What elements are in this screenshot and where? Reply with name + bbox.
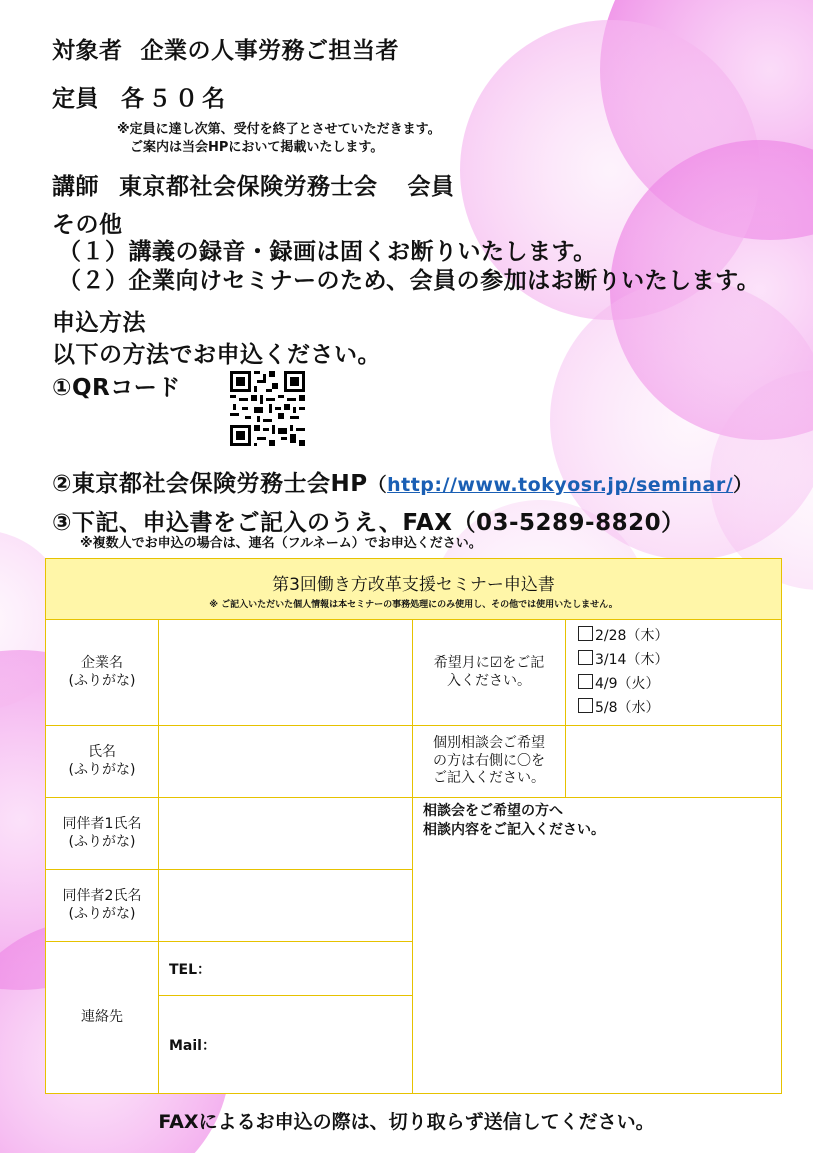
consult-label: 個別相談会ご希望 の方は右側に〇を ご記入ください。 [413,726,566,798]
application-form [45,558,782,1094]
consult-mark-field[interactable] [566,726,782,798]
name-label: 氏名 (ふりがな) [46,726,159,798]
month-option[interactable]: 4/9（火） [578,672,781,696]
month-options [566,620,782,726]
other-label: その他 [52,212,123,238]
companion2-field[interactable] [159,870,413,942]
capacity-label: 定員 [52,86,99,112]
instructor-suffix: 会員 [407,174,455,200]
apply-label: 申込方法 [52,310,146,336]
target-label: 対象者 [52,38,123,64]
instructor-line [52,168,455,201]
mail-label: Mail： [169,1037,216,1054]
checkbox-icon[interactable] [578,650,593,665]
target-line [52,32,399,65]
name-field[interactable] [159,726,413,798]
instructor-value: 東京都社会保険労務士会 [119,174,378,200]
month-label: 希望月に☑をご記 入ください。 [413,620,566,726]
apply-method-qr: ①QRコード [52,375,181,401]
capacity-note-2: ご案内は当会HPにおいて掲載いたします。 [130,140,384,155]
companion1-field[interactable] [159,798,413,870]
apply-method-note: ※複数人でお申込の場合は、連名（フルネーム）でお申込ください。 [80,536,482,551]
capacity-value: 各５０名 [121,86,229,112]
consult-content-field[interactable]: 相談会をご希望の方へ 相談内容をご記入ください。 [413,798,782,1094]
month-option[interactable]: 3/14（木） [578,648,781,672]
capacity-line [52,80,229,113]
checkbox-icon[interactable] [578,626,593,641]
seminar-url-link[interactable]: http://www.tokyosr.jp/seminar/ [387,474,734,496]
company-label: 企業名 (ふりがな) [46,620,159,726]
company-field[interactable] [159,620,413,726]
qr-code-icon[interactable] [230,371,305,446]
capacity-note-1: ※定員に達し次第、受付を終了とさせていただきます。 [117,122,441,137]
target-value: 企業の人事労務ご担当者 [140,38,399,64]
footer-note: FAXによるお申込の際は、切り取らず送信してください。 [158,1111,655,1133]
other-item-1: （１）講義の録音・録画は固くお断りいたします。 [58,239,597,265]
apply-method-hp-line [52,465,753,498]
companion2-label: 同伴者2氏名 (ふりがな) [46,870,159,942]
url-paren-close: ） [733,474,753,496]
month-option[interactable]: 5/8（水） [578,696,781,720]
url-paren-open: （ [367,474,388,496]
form-subtitle: ※ ご記入いただいた個人情報は本セミナーの事務処理にのみ使用し、その他では使用いたしません。 [209,600,618,610]
apply-intro: 以下の方法でお申込ください。 [52,342,381,368]
month-option[interactable]: 2/28（木） [578,624,781,648]
form-header [46,559,782,620]
checkbox-icon[interactable] [578,674,593,689]
apply-method-hp: ②東京都社会保険労務士会HP [52,471,368,497]
companion1-label: 同伴者1氏名 (ふりがな) [46,798,159,870]
form-title: 第3回働き方改革支援セミナー申込書 [272,575,555,595]
tel-field[interactable] [159,942,413,996]
tel-label: TEL： [169,961,212,978]
contact-label: 連絡先 [46,942,159,1094]
apply-method-fax: ③下記、申込書をご記入のうえ、FAX（03-5289-8820） [52,510,685,536]
checkbox-icon[interactable] [578,698,593,713]
instructor-label: 講師 [52,174,99,200]
other-item-2: （２）企業向けセミナーのため、会員の参加はお断りいたします。 [58,268,761,294]
mail-field[interactable] [159,996,413,1094]
